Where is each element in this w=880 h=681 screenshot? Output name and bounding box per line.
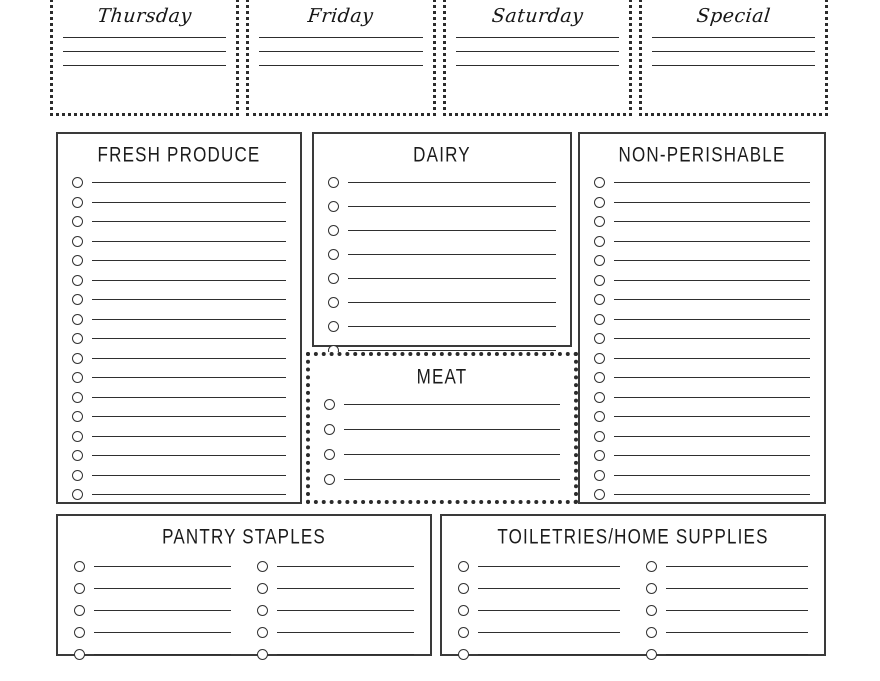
write-line[interactable]: [478, 610, 620, 611]
write-line[interactable]: [344, 479, 560, 480]
write-line[interactable]: [344, 429, 560, 430]
checklist-item[interactable]: [594, 333, 810, 344]
checklist-item[interactable]: [594, 314, 810, 325]
day-write-lines[interactable]: [652, 33, 815, 107]
checklist-item[interactable]: [72, 333, 286, 344]
write-line[interactable]: [614, 475, 810, 476]
checklist-pantry-staples[interactable]: [58, 555, 430, 681]
checklist-column: [458, 561, 620, 671]
checklist-item[interactable]: [74, 583, 231, 594]
checkbox-bubble-icon[interactable]: [72, 411, 83, 422]
write-line[interactable]: [277, 654, 414, 655]
write-line[interactable]: [614, 358, 810, 359]
checkbox-bubble-icon[interactable]: [257, 605, 268, 616]
checkbox-bubble-icon[interactable]: [594, 411, 605, 422]
write-line[interactable]: [94, 610, 231, 611]
write-line[interactable]: [92, 494, 286, 495]
checklist-item[interactable]: [328, 297, 556, 308]
checkbox-bubble-icon[interactable]: [594, 216, 605, 227]
checklist-item[interactable]: [257, 561, 414, 572]
checkbox-bubble-icon[interactable]: [328, 201, 339, 212]
write-line[interactable]: [92, 436, 286, 437]
checkbox-bubble-icon[interactable]: [72, 353, 83, 364]
write-line[interactable]: [92, 221, 286, 222]
write-line[interactable]: [92, 202, 286, 203]
checklist-item[interactable]: [324, 449, 560, 460]
checklist-item[interactable]: [458, 605, 620, 616]
checklist-item[interactable]: [257, 627, 414, 638]
checklist-item[interactable]: [646, 561, 808, 572]
checkbox-bubble-icon[interactable]: [594, 450, 605, 461]
write-line[interactable]: [614, 221, 810, 222]
section-title: DAIRY: [413, 142, 471, 167]
write-line[interactable]: [277, 610, 414, 611]
write-line[interactable]: [478, 566, 620, 567]
checklist-item[interactable]: [328, 273, 556, 284]
checklist-item[interactable]: [646, 605, 808, 616]
day-title: Thursday: [96, 5, 193, 27]
write-line[interactable]: [666, 588, 808, 589]
section-title: PANTRY STAPLES: [162, 524, 326, 549]
write-line[interactable]: [614, 319, 810, 320]
checklist-item[interactable]: [72, 470, 286, 481]
checklist-item[interactable]: [72, 275, 286, 286]
write-line[interactable]: [63, 51, 226, 52]
checklist-non-perishable[interactable]: [580, 173, 824, 517]
checklist-toiletries-home-supplies[interactable]: [442, 555, 824, 681]
checklist-item[interactable]: [72, 431, 286, 442]
write-line[interactable]: [652, 37, 815, 38]
checkbox-bubble-icon[interactable]: [646, 649, 657, 660]
checkbox-bubble-icon[interactable]: [74, 561, 85, 572]
checklist-item[interactable]: [72, 294, 286, 305]
checkbox-bubble-icon[interactable]: [72, 392, 83, 403]
write-line[interactable]: [614, 397, 810, 398]
write-line[interactable]: [478, 588, 620, 589]
checkbox-bubble-icon[interactable]: [72, 470, 83, 481]
write-line[interactable]: [259, 37, 422, 38]
checkbox-bubble-icon[interactable]: [72, 489, 83, 500]
write-line[interactable]: [348, 254, 556, 255]
write-line[interactable]: [614, 416, 810, 417]
checklist-item[interactable]: [458, 649, 620, 660]
write-line[interactable]: [92, 260, 286, 261]
write-line[interactable]: [92, 241, 286, 242]
checkbox-bubble-icon[interactable]: [458, 605, 469, 616]
write-line[interactable]: [92, 377, 286, 378]
checkbox-bubble-icon[interactable]: [458, 627, 469, 638]
checkbox-bubble-icon[interactable]: [646, 627, 657, 638]
write-line[interactable]: [344, 454, 560, 455]
write-line[interactable]: [92, 455, 286, 456]
write-line[interactable]: [92, 358, 286, 359]
write-line[interactable]: [666, 610, 808, 611]
checklist-item[interactable]: [328, 201, 556, 212]
write-line[interactable]: [348, 326, 556, 327]
checklist-item[interactable]: [74, 561, 231, 572]
checkbox-bubble-icon[interactable]: [72, 275, 83, 286]
day-title: Saturday: [490, 5, 585, 27]
checklist-item[interactable]: [72, 236, 286, 247]
day-card-special[interactable]: [639, 0, 828, 116]
checkbox-bubble-icon[interactable]: [328, 273, 339, 284]
write-line[interactable]: [94, 632, 231, 633]
checklist-item[interactable]: [646, 627, 808, 638]
write-line[interactable]: [652, 65, 815, 66]
write-line[interactable]: [259, 51, 422, 52]
checklist-item[interactable]: [646, 649, 808, 660]
checkbox-bubble-icon[interactable]: [72, 197, 83, 208]
write-line[interactable]: [614, 455, 810, 456]
checkbox-bubble-icon[interactable]: [594, 255, 605, 266]
checklist-item[interactable]: [74, 649, 231, 660]
checklist-meat[interactable]: [310, 395, 574, 507]
day-write-lines[interactable]: [456, 33, 619, 107]
checklist-item[interactable]: [458, 627, 620, 638]
checklist-item[interactable]: [594, 411, 810, 422]
write-line[interactable]: [92, 416, 286, 417]
checklist-item[interactable]: [324, 399, 560, 410]
section-meat: [306, 352, 578, 504]
write-line[interactable]: [348, 230, 556, 231]
write-line[interactable]: [614, 377, 810, 378]
write-line[interactable]: [92, 397, 286, 398]
checkbox-bubble-icon[interactable]: [328, 177, 339, 188]
write-line[interactable]: [259, 65, 422, 66]
checkbox-bubble-icon[interactable]: [72, 294, 83, 305]
checklist-item[interactable]: [74, 627, 231, 638]
checkbox-bubble-icon[interactable]: [257, 583, 268, 594]
write-line[interactable]: [478, 632, 620, 633]
checklist-item[interactable]: [257, 649, 414, 660]
section-title: TOILETRIES/HOME SUPPLIES: [497, 524, 769, 549]
checkbox-bubble-icon[interactable]: [74, 627, 85, 638]
checklist-item[interactable]: [594, 431, 810, 442]
weekday-planner-strip: [50, 0, 828, 116]
checkbox-bubble-icon[interactable]: [646, 583, 657, 594]
checkbox-bubble-icon[interactable]: [72, 236, 83, 247]
write-line[interactable]: [478, 654, 620, 655]
checkbox-bubble-icon[interactable]: [594, 489, 605, 500]
write-line[interactable]: [92, 319, 286, 320]
checklist-item[interactable]: [72, 177, 286, 188]
checkbox-bubble-icon[interactable]: [72, 333, 83, 344]
write-line[interactable]: [456, 65, 619, 66]
checkbox-bubble-icon[interactable]: [594, 275, 605, 286]
checklist-item[interactable]: [594, 489, 810, 500]
section-non-perishable: [578, 132, 826, 504]
checkbox-bubble-icon[interactable]: [74, 583, 85, 594]
write-line[interactable]: [614, 260, 810, 261]
checkbox-bubble-icon[interactable]: [594, 392, 605, 403]
write-line[interactable]: [344, 404, 560, 405]
checkbox-bubble-icon[interactable]: [72, 255, 83, 266]
checkbox-bubble-icon[interactable]: [328, 249, 339, 260]
write-line[interactable]: [348, 206, 556, 207]
checkbox-bubble-icon[interactable]: [72, 450, 83, 461]
write-line[interactable]: [277, 566, 414, 567]
write-line[interactable]: [652, 51, 815, 52]
write-line[interactable]: [614, 241, 810, 242]
checklist-item[interactable]: [72, 392, 286, 403]
checkbox-bubble-icon[interactable]: [594, 431, 605, 442]
write-line[interactable]: [348, 182, 556, 183]
checklist-item[interactable]: [74, 605, 231, 616]
checklist-item[interactable]: [594, 294, 810, 305]
checklist-item[interactable]: [594, 216, 810, 227]
checklist-item[interactable]: [72, 197, 286, 208]
section-dairy: [312, 132, 572, 347]
write-line[interactable]: [614, 280, 810, 281]
write-line[interactable]: [614, 436, 810, 437]
checkbox-bubble-icon[interactable]: [594, 177, 605, 188]
write-line[interactable]: [277, 588, 414, 589]
checklist-item[interactable]: [594, 197, 810, 208]
checklist-item[interactable]: [324, 474, 560, 485]
checkbox-bubble-icon[interactable]: [594, 294, 605, 305]
write-line[interactable]: [63, 65, 226, 66]
checkbox-bubble-icon[interactable]: [72, 216, 83, 227]
checkbox-bubble-icon[interactable]: [257, 627, 268, 638]
section-pantry-staples: [56, 514, 432, 656]
checklist-item[interactable]: [594, 392, 810, 403]
checklist-item[interactable]: [72, 450, 286, 461]
section-title: MEAT: [416, 364, 468, 389]
section-toiletries-home-supplies: [440, 514, 826, 656]
checklist-item[interactable]: [594, 177, 810, 188]
checklist-column: [646, 561, 808, 671]
write-line[interactable]: [277, 632, 414, 633]
checkbox-bubble-icon[interactable]: [328, 225, 339, 236]
checklist-item[interactable]: [328, 321, 556, 332]
checkbox-bubble-icon[interactable]: [646, 605, 657, 616]
write-line[interactable]: [348, 302, 556, 303]
write-line[interactable]: [92, 280, 286, 281]
checkbox-bubble-icon[interactable]: [257, 649, 268, 660]
write-line[interactable]: [92, 299, 286, 300]
checkbox-bubble-icon[interactable]: [646, 561, 657, 572]
checkbox-bubble-icon[interactable]: [324, 424, 335, 435]
checklist-column: [74, 561, 231, 671]
checkbox-bubble-icon[interactable]: [74, 649, 85, 660]
checklist-item[interactable]: [458, 561, 620, 572]
checklist-item[interactable]: [328, 249, 556, 260]
section-title: NON-PERISHABLE: [618, 142, 786, 167]
write-line[interactable]: [666, 632, 808, 633]
checklist-item[interactable]: [257, 605, 414, 616]
write-line[interactable]: [456, 37, 619, 38]
checkbox-bubble-icon[interactable]: [594, 333, 605, 344]
write-line[interactable]: [348, 350, 556, 351]
checklist-item[interactable]: [72, 255, 286, 266]
checklist-item[interactable]: [72, 353, 286, 364]
checkbox-bubble-icon[interactable]: [257, 561, 268, 572]
day-card-friday[interactable]: [246, 0, 435, 116]
checkbox-bubble-icon[interactable]: [594, 197, 605, 208]
checklist-item[interactable]: [594, 275, 810, 286]
checkbox-bubble-icon[interactable]: [74, 605, 85, 616]
write-line[interactable]: [92, 338, 286, 339]
checkbox-bubble-icon[interactable]: [594, 314, 605, 325]
checkbox-bubble-icon[interactable]: [594, 470, 605, 481]
write-line[interactable]: [614, 494, 810, 495]
write-line[interactable]: [94, 654, 231, 655]
write-line[interactable]: [94, 566, 231, 567]
day-card-thursday[interactable]: [50, 0, 239, 116]
checklist-item[interactable]: [257, 583, 414, 594]
checklist-dairy[interactable]: [314, 173, 570, 377]
checklist-item[interactable]: [72, 372, 286, 383]
checkbox-bubble-icon[interactable]: [72, 177, 83, 188]
checkbox-bubble-icon[interactable]: [458, 583, 469, 594]
checklist-item[interactable]: [594, 353, 810, 364]
write-line[interactable]: [614, 299, 810, 300]
checklist-item[interactable]: [646, 583, 808, 594]
checklist-fresh-produce[interactable]: [58, 173, 300, 517]
checkbox-bubble-icon[interactable]: [594, 236, 605, 247]
checklist-item[interactable]: [72, 314, 286, 325]
checklist-column: [257, 561, 414, 671]
day-title: Special: [695, 5, 772, 27]
day-write-lines[interactable]: [63, 33, 226, 107]
write-line[interactable]: [63, 37, 226, 38]
checkbox-bubble-icon[interactable]: [324, 399, 335, 410]
write-line[interactable]: [666, 566, 808, 567]
checklist-item[interactable]: [594, 236, 810, 247]
write-line[interactable]: [348, 278, 556, 279]
checkbox-bubble-icon[interactable]: [458, 561, 469, 572]
checkbox-bubble-icon[interactable]: [72, 431, 83, 442]
section-fresh-produce: [56, 132, 302, 504]
write-line[interactable]: [94, 588, 231, 589]
write-line[interactable]: [614, 182, 810, 183]
day-write-lines[interactable]: [259, 33, 422, 107]
checklist-item[interactable]: [594, 255, 810, 266]
write-line[interactable]: [92, 182, 286, 183]
checklist-item[interactable]: [72, 411, 286, 422]
checklist-item[interactable]: [594, 470, 810, 481]
checkbox-bubble-icon[interactable]: [72, 314, 83, 325]
write-line[interactable]: [456, 51, 619, 52]
checkbox-bubble-icon[interactable]: [328, 297, 339, 308]
checklist-item[interactable]: [328, 225, 556, 236]
checklist-item[interactable]: [72, 216, 286, 227]
checkbox-bubble-icon[interactable]: [72, 372, 83, 383]
checkbox-bubble-icon[interactable]: [324, 449, 335, 460]
write-line[interactable]: [666, 654, 808, 655]
write-line[interactable]: [614, 202, 810, 203]
checkbox-bubble-icon[interactable]: [594, 353, 605, 364]
checklist-item[interactable]: [72, 489, 286, 500]
checkbox-bubble-icon[interactable]: [328, 321, 339, 332]
checklist-item[interactable]: [324, 424, 560, 435]
checklist-item[interactable]: [328, 177, 556, 188]
checkbox-bubble-icon[interactable]: [594, 372, 605, 383]
checklist-item[interactable]: [458, 583, 620, 594]
write-line[interactable]: [614, 338, 810, 339]
section-title: FRESH PRODUCE: [97, 142, 261, 167]
checklist-item[interactable]: [594, 372, 810, 383]
checklist-item[interactable]: [594, 450, 810, 461]
checkbox-bubble-icon[interactable]: [458, 649, 469, 660]
day-title: Friday: [306, 5, 375, 27]
write-line[interactable]: [92, 475, 286, 476]
checkbox-bubble-icon[interactable]: [324, 474, 335, 485]
day-card-saturday[interactable]: [443, 0, 632, 116]
